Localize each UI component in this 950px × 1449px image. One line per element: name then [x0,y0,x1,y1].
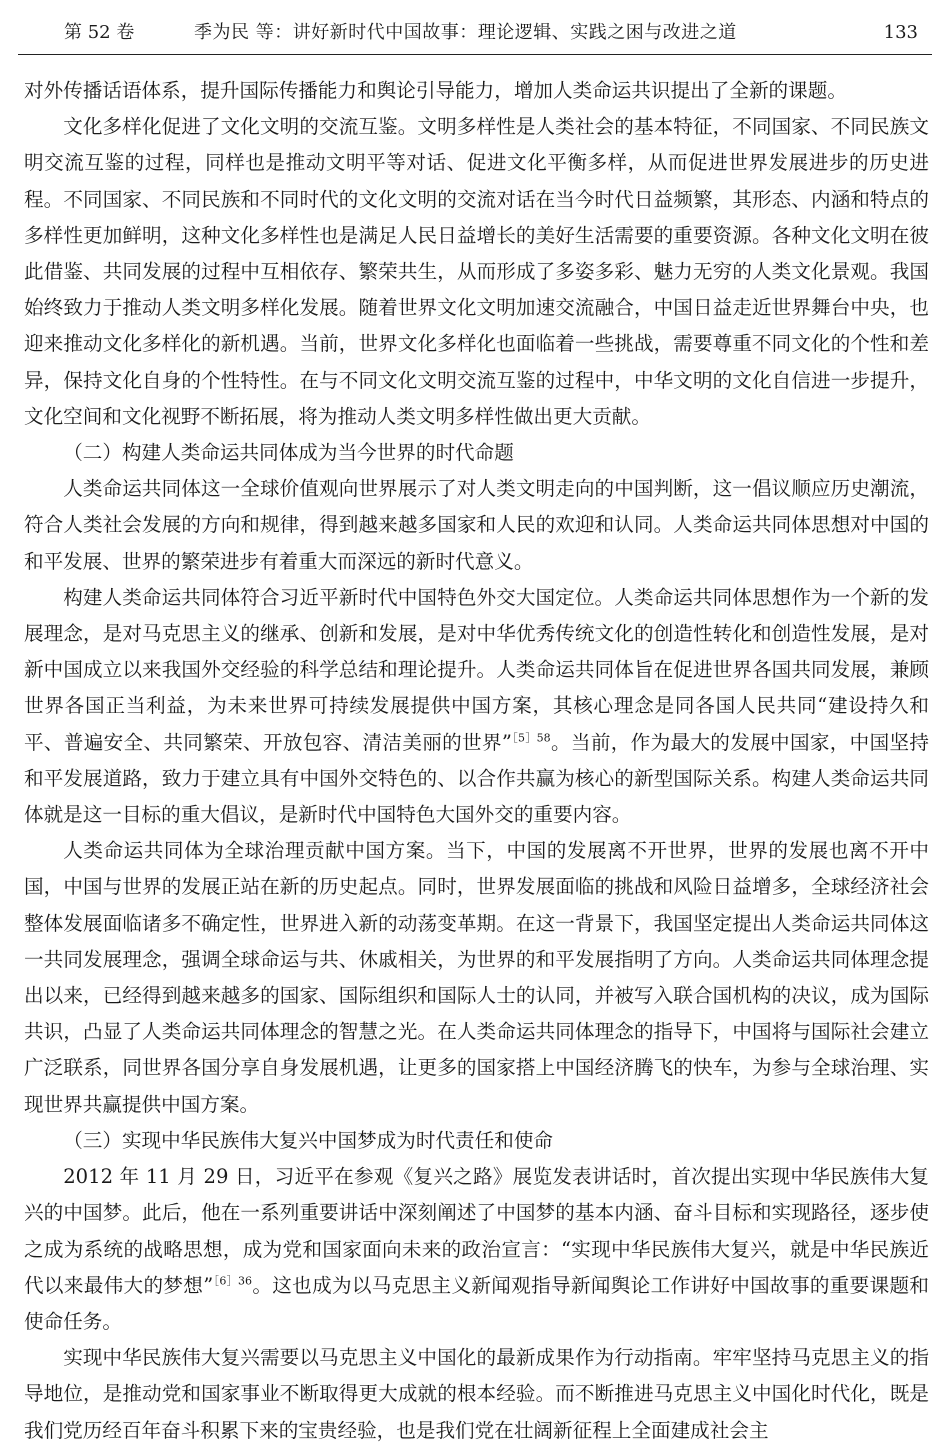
section-heading-2: （二）构建人类命运共同体成为当今世界的时代命题 [63,441,514,465]
paragraph-continued: 对外传播话语体系，提升国际传播能力和舆论引导能力，增加人类命运共识提出了全新的课题。 [24,79,847,102]
article-body [24,73,929,1449]
paragraph: 人类命运共同体为全球治理贡献中国方案。当下，中国的发展离不开世界，世界的发展也离不开中国，中国与世界的发展正站在新的历史起点。同时，世界发展面临的挑战和风险日益增多，全球经济社会整体发展面临诸多不确定性，世界进入新的动荡变革期。在这一背景下，我国坚定提出人类命运共同体这一共同发展理念，强调全球命运与共、休戚相关，为世界的和平发展指明了方向。人类命运共同体理念提出以来，已经得到越来越多的国家、国际组织和国际人士的认同，并被写入联合国机构的决议，成为国际共识，凸显了人类命运共同体理念的智慧之光。在人类命运共同体理念的指导下，中国将与国际社会建立广泛联系，同世界各国分享自身发展机遇，让更多的国家搭上中国经济腾飞的快车，为参与全球治理、实现世界共赢提供中国方案。 [24,839,929,1116]
article-running-title: 季为民 等：讲好新时代中国故事：理论逻辑、实践之困与改进之道 [194,22,737,43]
paragraph-text: 。这也成为以马克思主义新闻观指导新闻舆论工作讲好中国故事的重要课题和使命任务。 [24,1273,930,1333]
page-number: 133 [883,22,918,43]
paragraph-with-citation [24,580,929,833]
paragraph-text: 2012 年 11 月 29 日，习近平在参观《复兴之路》展览发表讲话时，首次提出实现中华民族伟大复兴的中国梦。此后，他在一系列重要讲话中深刻阐述了中国梦的基本内涵、奋斗目标和实现路径，逐步使之成为系统的战略思想，成为党和国家面向未来的政治宣言：“实现中华民族伟大复兴，就是中华民族近代以来最伟大的梦想” [24,1165,929,1297]
paragraph-text: 。当前，作为最大的发展中国家，中国坚持和平发展道路，致力于建立具有中国外交特色的、以合作共赢为核心的新型国际关系。构建人类命运共同体就是这一目标的重大倡议，是新时代中国特色大国外交的重要内容。 [24,730,930,827]
citation-marker: ［6］36 [213,1274,253,1288]
paragraph: 人类命运共同体这一全球价值观向世界展示了对人类文明走向的中国判断，这一倡议顺应历史潮流，符合人类社会发展的方向和规律，得到越来越多国家和人民的欢迎和认同。人类命运共同体思想对中国的和平发展、世界的繁荣进步有着重大而深远的新时代意义。 [24,477,929,573]
section-heading-3: （三）实现中华民族伟大复兴中国梦成为时代责任和使命 [63,1128,554,1152]
citation-marker: ［5］58 [511,731,551,745]
running-header [24,18,926,48]
paragraph: 文化多样化促进了文化文明的交流互鉴。文明多样性是人类社会的基本特征，不同国家、不同民族文明交流互鉴的过程，同样也是推动文明平等对话、促进文化平衡多样，从而促进世界发展进步的历史进程。不同国家、不同民族和不同时代的文化文明的交流对话在当今时代日益频繁，其形态、内涵和特点的多样性更加鲜明，这种文化多样性也是满足人民日益增长的美好生活需要的重要资源。各种文化文明在彼此借鉴、共同发展的过程中互相依存、繁荣共生，从而形成了多姿多彩、魅力无穷的人类文化景观。我国始终致力于推动人类文明多样化发展。随着世界文化文明加速交流融合，中国日益走近世界舞台中央，也迎来推动文化多样化的新机遇。当前，世界文化多样化也面临着一些挑战，需要尊重不同文化的个性和差异，保持文化自身的个性特性。在与不同文化文明交流互鉴的过程中，中华文明的文化自信进一步提升，文化空间和文化视野不断拓展，将为推动人类文明多样性做出更大贡献。 [24,115,929,428]
journal-volume: 第 52 卷 [64,22,135,43]
header-divider [18,54,932,55]
paragraph: 实现中华民族伟大复兴需要以马克思主义中国化的最新成果作为行动指南。牢牢坚持马克思主义的指导地位，是推动党和国家事业不断取得更大成就的根本经验。而不断推进马克思主义中国化时代化，既是我们党历经百年奋斗积累下来的宝贵经验，也是我们党在壮阔新征程上全面建成社会主 [24,1346,929,1442]
paragraph-with-citation [24,1159,929,1340]
paragraph-text: 构建人类命运共同体符合习近平新时代中国特色外交大国定位。人类命运共同体思想作为一个新的发展理念，是对马克思主义的继承、创新和发展，是对中华优秀传统文化的创造性转化和创造性发展，是对新中国成立以来我国外交经验的科学总结和理论提升。人类命运共同体旨在促进世界各国共同发展，兼顾世界各国正当利益，为未来世界可持续发展提供中国方案，其核心理念是同各国人民共同“建设持久和平、普遍安全、共同繁荣、开放包容、清洁美丽的世界” [24,585,929,754]
